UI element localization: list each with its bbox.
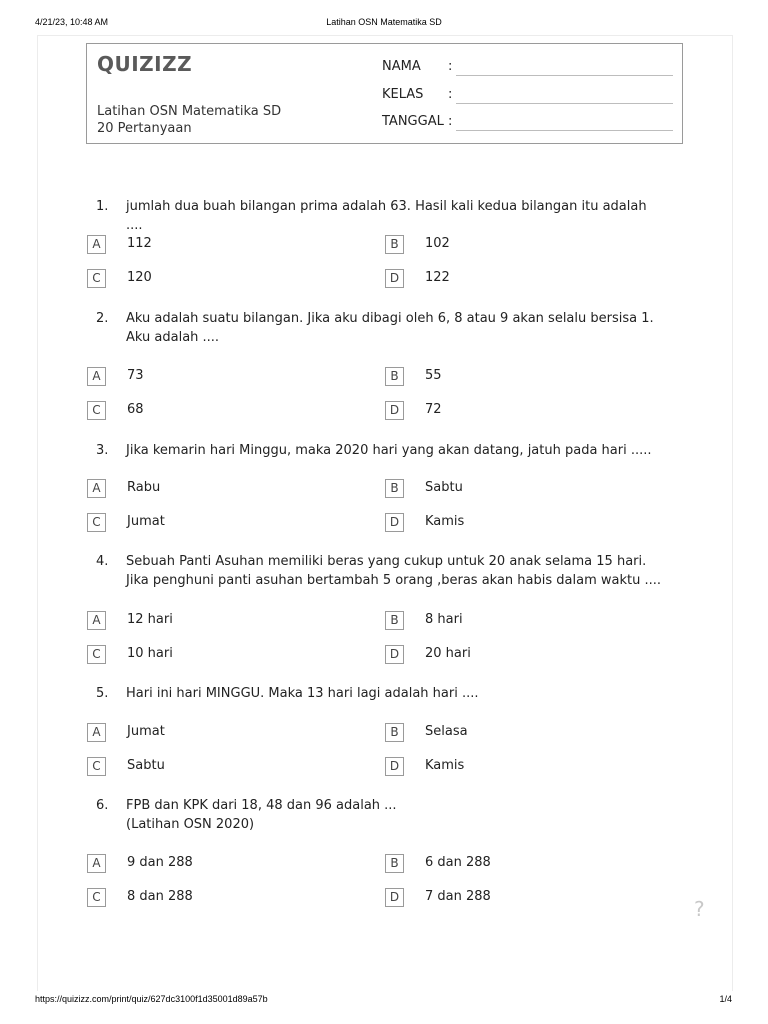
option-letter: D	[385, 757, 404, 776]
option-letter: D	[385, 269, 404, 288]
option-text: 20 hari	[425, 646, 471, 661]
option-letter: B	[385, 479, 404, 498]
option-letter: A	[87, 723, 106, 742]
option-letter: A	[87, 235, 106, 254]
question-text-line2: (Latihan OSN 2020)	[126, 817, 255, 832]
print-url: https://quizizz.com/print/quiz/627dc3100f1d35001d89a57b	[35, 994, 268, 1004]
option-text: Rabu	[127, 480, 161, 495]
help-icon[interactable]: ?	[694, 897, 705, 921]
option-text: 122	[425, 270, 450, 285]
option-text: 12 hari	[127, 612, 173, 627]
print-header	[0, 17, 768, 31]
option-text: 55	[425, 368, 442, 383]
question-number: 5.	[96, 686, 109, 701]
question-text: Sebuah Panti Asuhan memiliki beras yang cukup untuk 20 anak selama 15 hari. Jika penghuni panti asuhan bertambah 5 orang ,beras akan habis dalam waktu ....	[126, 554, 661, 588]
question-number: 3.	[96, 443, 109, 458]
option-text: 7 dan 288	[425, 889, 491, 904]
option-text: 102	[425, 236, 450, 251]
option-letter: C	[87, 757, 106, 776]
field-colon: :	[448, 59, 453, 74]
option-letter: A	[87, 367, 106, 386]
option-text: Jumat	[127, 514, 165, 529]
option-letter: C	[87, 401, 106, 420]
question-text: FPB dan KPK dari 18, 48 dan 96 adalah ...	[126, 798, 397, 813]
option-letter: B	[385, 611, 404, 630]
option-text: 6 dan 288	[425, 855, 491, 870]
option-text: 9 dan 288	[127, 855, 193, 870]
option-text: 10 hari	[127, 646, 173, 661]
option-letter: C	[87, 645, 106, 664]
field-label: TANGGAL	[382, 114, 444, 129]
option-letter: A	[87, 479, 106, 498]
field-nama	[382, 59, 453, 74]
option-letter: A	[87, 611, 106, 630]
question-number: 2.	[96, 311, 109, 326]
option-letter: C	[87, 888, 106, 907]
print-title: Latihan OSN Matematika SD	[326, 17, 442, 27]
quiz-header-box	[86, 43, 683, 144]
option-letter: D	[385, 401, 404, 420]
question-text-block	[126, 796, 666, 834]
option-text: Sabtu	[425, 480, 463, 495]
quiz-title: Latihan OSN Matematika SD	[97, 104, 282, 119]
question-text: Jika kemarin hari Minggu, maka 2020 hari yang akan datang, jatuh pada hari .....	[126, 443, 652, 458]
option-text: 8 dan 288	[127, 889, 193, 904]
option-letter: B	[385, 723, 404, 742]
field-kelas	[382, 87, 453, 102]
option-letter: D	[385, 645, 404, 664]
option-text: 8 hari	[425, 612, 463, 627]
question-text: Aku adalah suatu bilangan. Jika aku dibagi oleh 6, 8 atau 9 akan selalu bersisa 1. Aku adalah ....	[126, 311, 654, 345]
question-text: jumlah dua buah bilangan prima adalah 63. Hasil kali kedua bilangan itu adalah ....	[126, 199, 647, 233]
option-text: Selasa	[425, 724, 468, 739]
field-blank-line	[456, 130, 673, 131]
field-blank-line	[456, 103, 673, 104]
quizizz-logo: QUIZIZZ	[97, 52, 193, 76]
option-letter: D	[385, 888, 404, 907]
option-text: Sabtu	[127, 758, 165, 773]
question-text: Hari ini hari MINGGU. Maka 13 hari lagi adalah hari ....	[126, 686, 479, 701]
option-letter: C	[87, 513, 106, 532]
option-text: Jumat	[127, 724, 165, 739]
option-letter: B	[385, 367, 404, 386]
field-colon: :	[448, 87, 453, 102]
field-blank-line	[456, 75, 673, 76]
option-text: 72	[425, 402, 442, 417]
print-datetime: 4/21/23, 10:48 AM	[35, 17, 109, 27]
option-letter: D	[385, 513, 404, 532]
field-colon: :	[448, 114, 453, 129]
option-text: 68	[127, 402, 144, 417]
option-text: 73	[127, 368, 144, 383]
print-footer	[0, 994, 768, 1008]
option-letter: A	[87, 854, 106, 873]
option-text: Kamis	[425, 758, 465, 773]
question-count: 20 Pertanyaan	[97, 121, 192, 136]
field-tanggal	[382, 114, 453, 129]
question-number: 1.	[96, 199, 109, 214]
question-number: 6.	[96, 798, 109, 813]
option-text: 120	[127, 270, 152, 285]
option-letter: B	[385, 854, 404, 873]
field-label: NAMA	[382, 59, 421, 74]
question-number: 4.	[96, 554, 109, 569]
option-letter: B	[385, 235, 404, 254]
print-page-number: 1/4	[719, 994, 732, 1004]
option-letter: C	[87, 269, 106, 288]
option-text: Kamis	[425, 514, 465, 529]
field-label: KELAS	[382, 87, 424, 102]
option-text: 112	[127, 236, 152, 251]
